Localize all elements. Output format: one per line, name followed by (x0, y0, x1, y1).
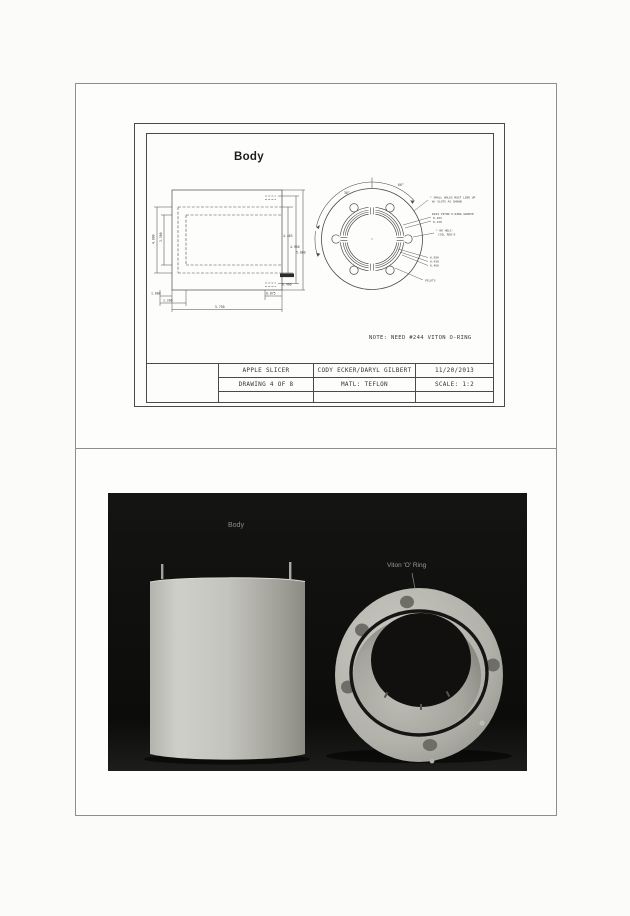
teflon-body-cylinder (144, 562, 310, 765)
body-pin-left (161, 564, 163, 579)
project-name: APPLE SLICER (219, 364, 314, 377)
title-block-row (219, 392, 493, 402)
slide-photo (75, 448, 557, 816)
empty-cell (416, 392, 493, 402)
annotation: COIL REQ'D (438, 232, 456, 237)
body-pin-right (289, 562, 291, 579)
annotation: 0.139 (433, 220, 442, 224)
drawing-note: NOTE: NEED #244 VITON O-RING (369, 335, 472, 341)
hidden-lines (178, 207, 282, 273)
scale: SCALE: 1:2 (434, 381, 475, 388)
slide-drawing (75, 83, 557, 449)
cylinder-surface (150, 578, 305, 760)
annotation: 0.103 (433, 216, 442, 220)
title-block-grid (219, 364, 493, 402)
annotation: 0.438 (430, 259, 439, 264)
drawing-number: DRAWING 4 OF 8 (219, 378, 314, 391)
dim-label: 4.000 (151, 234, 156, 244)
front-view (315, 178, 434, 290)
material: MATL: TEFLON (314, 378, 416, 391)
annotation: PILOTS (425, 278, 436, 283)
annotation: 0.500 (430, 255, 439, 260)
flange-pin-bottom (430, 759, 435, 764)
dim-label: 5.000 (296, 250, 306, 255)
dim-label: 1.200 (163, 298, 173, 303)
photo-label-body: Body (228, 522, 244, 529)
annotation: W/ SLOTS AS SHOWN (432, 199, 462, 204)
side-view-dim-labels (151, 232, 306, 309)
annotation: 0.460 (430, 263, 439, 268)
center-mark (372, 239, 373, 240)
annotation: #244 VITON O-RING GROOVE (432, 212, 474, 216)
empty-cell (314, 392, 416, 402)
title-block-row (219, 364, 493, 378)
dim-label: 4.950 (290, 245, 300, 249)
date: 11/20/2013 (434, 367, 475, 374)
groove-section-bar (280, 274, 294, 278)
dim-label: 0.875 (266, 291, 276, 296)
flange-pin-right (479, 720, 484, 725)
title-block-empty-cell (147, 364, 219, 402)
authors: CODY ECKER/DARYL GILBERT (314, 364, 416, 377)
dim-label: 4.463 (283, 234, 293, 238)
annotation: * NO HELI- (436, 228, 454, 233)
dim-label: 5.750 (215, 305, 225, 309)
dim-label: 1.000 (151, 291, 161, 296)
title-block (146, 363, 494, 403)
angle-label: 60° (398, 183, 404, 187)
dim-label: 3.500 (159, 232, 163, 242)
annotation: * SMALL HOLES MUST LINE UP (430, 195, 476, 200)
photo-label-oring: Viton 'O' Ring (387, 562, 427, 569)
drawing-title: Body (234, 151, 264, 163)
angle-label: 30° (344, 191, 350, 195)
front-view-annotations (344, 183, 476, 283)
dim-label: 0.460 (282, 282, 292, 287)
title-block-row (219, 378, 493, 392)
parts-photo (108, 493, 527, 771)
empty-cell (219, 392, 314, 402)
